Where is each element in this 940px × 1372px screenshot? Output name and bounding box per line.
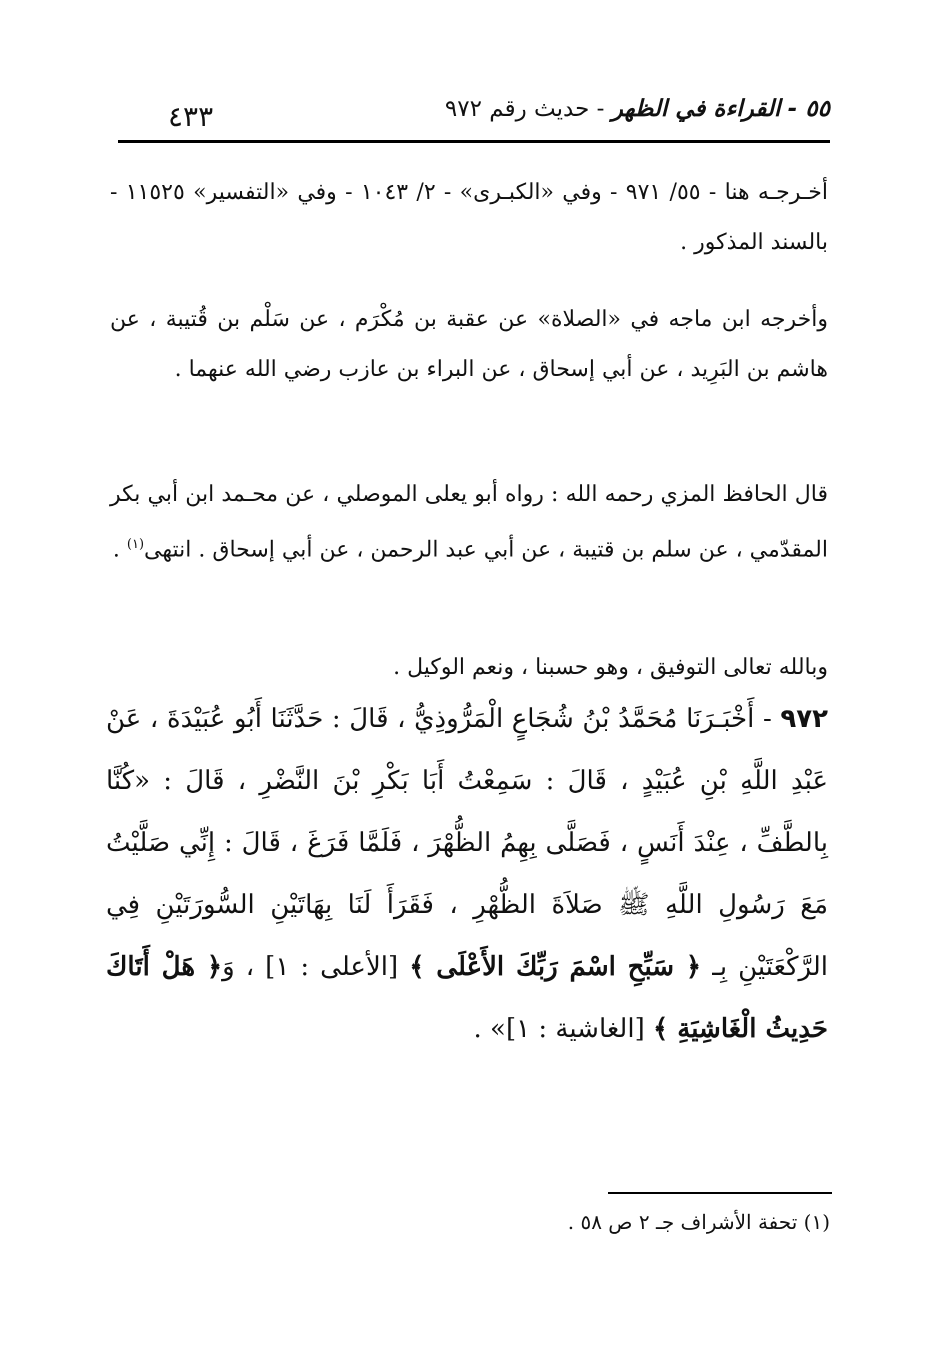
quran-verse-2: ﴿ هَلْ أَتَاكَ حَدِيثُ الْغَاشِيَةِ ﴾ xyxy=(106,952,828,1044)
hadith-ref: - حديث رقم ٩٧٢ xyxy=(444,96,605,122)
chapter-number: ٥٥ - xyxy=(787,96,830,122)
paragraph-1: أخـرجـه هنا - ٥٥/ ٩٧١ - وفي «الكبـرى» - ٢/ ١٠٤٣ - وفي «التفسير» ١١٥٢٥ - بالسند المذكور . xyxy=(110,180,829,255)
quran-ref-1: [الأعلى : ١] ، وَ xyxy=(222,952,399,982)
paragraph-4: وبالله تعالى التوفيق ، وهو حسبنا ، ونعم الوكيل . xyxy=(393,655,828,680)
footnote: (١) تحفة الأشراف جـ ٢ ص ٥٨ . xyxy=(567,1210,830,1234)
header-rule xyxy=(118,140,830,143)
quran-verse-1: ﴿ سَبِّحِ اسْمَ رَبِّكَ الأَعْلَى ﴾ xyxy=(409,952,702,982)
paragraph-3-end: . xyxy=(112,537,127,563)
page-number: ٤٣٣ xyxy=(168,100,214,133)
paragraph-3 xyxy=(110,470,828,575)
footnote-marker[interactable]: (١) xyxy=(126,537,145,552)
hadith-number: ٩٧٢ xyxy=(780,704,828,734)
hadith-body: - أَخْبَـرَنَا مُحَمَّدُ بْنُ شُجَاعٍ الْمَرُّوذِيُّ ، قَالَ : حَدَّثَنَا أَبُو عُبَيْدَةَ ، عَنْ عَبْدِ اللَّهِ بْنِ عُبَيْدٍ ، قَالَ : سَمِعْتُ أَبَا بَكْرِ بْنَ النَّضْرِ ، قَالَ : «كُنَّا بِالطَّفِّ ، عِنْدَ أَنَسٍ ، فَصَلَّى بِهِمُ الظُّهْرَ ، فَلَمَّا فَرَغَ ، قَالَ : إِنِّي صَلَّيْتُ مَعَ رَسُولِ اللَّهِ ﷺ صَلاَةَ الظُّهْرِ ، فَقَرَأَ لَنَا بِهَاتَيْنِ السُّورَتَيْنِ فِي الرَّكْعَتَيْنِ بِـ xyxy=(106,704,829,982)
hadith-text xyxy=(106,688,828,1060)
footnote-rule xyxy=(608,1192,832,1194)
paragraph-2: وأخرجه ابن ماجه في «الصلاة» عن عقبة بن مُكْرَم ، عن سَلْم بن قُتيبة ، عن هاشم بن البَرِيد ، عن أبي إسحاق ، عن البراء بن عازب رضي الله عنهما . xyxy=(110,307,828,382)
paragraph-3-text: قال الحافظ المزي رحمه الله : رواه أبو يعلى الموصلي ، عن محـمد ابن أبي بكر المقدّمي ، عن سلم بن قتيبة ، عن أبي عبد الرحمن ، عن أبي إسحاق . انتهى xyxy=(110,482,828,563)
chapter-title: القراءة في الظهر xyxy=(611,96,781,122)
header-title xyxy=(445,96,830,122)
running-header xyxy=(118,96,830,136)
quran-ref-2: [الغاشية : ١]» . xyxy=(473,1014,645,1044)
